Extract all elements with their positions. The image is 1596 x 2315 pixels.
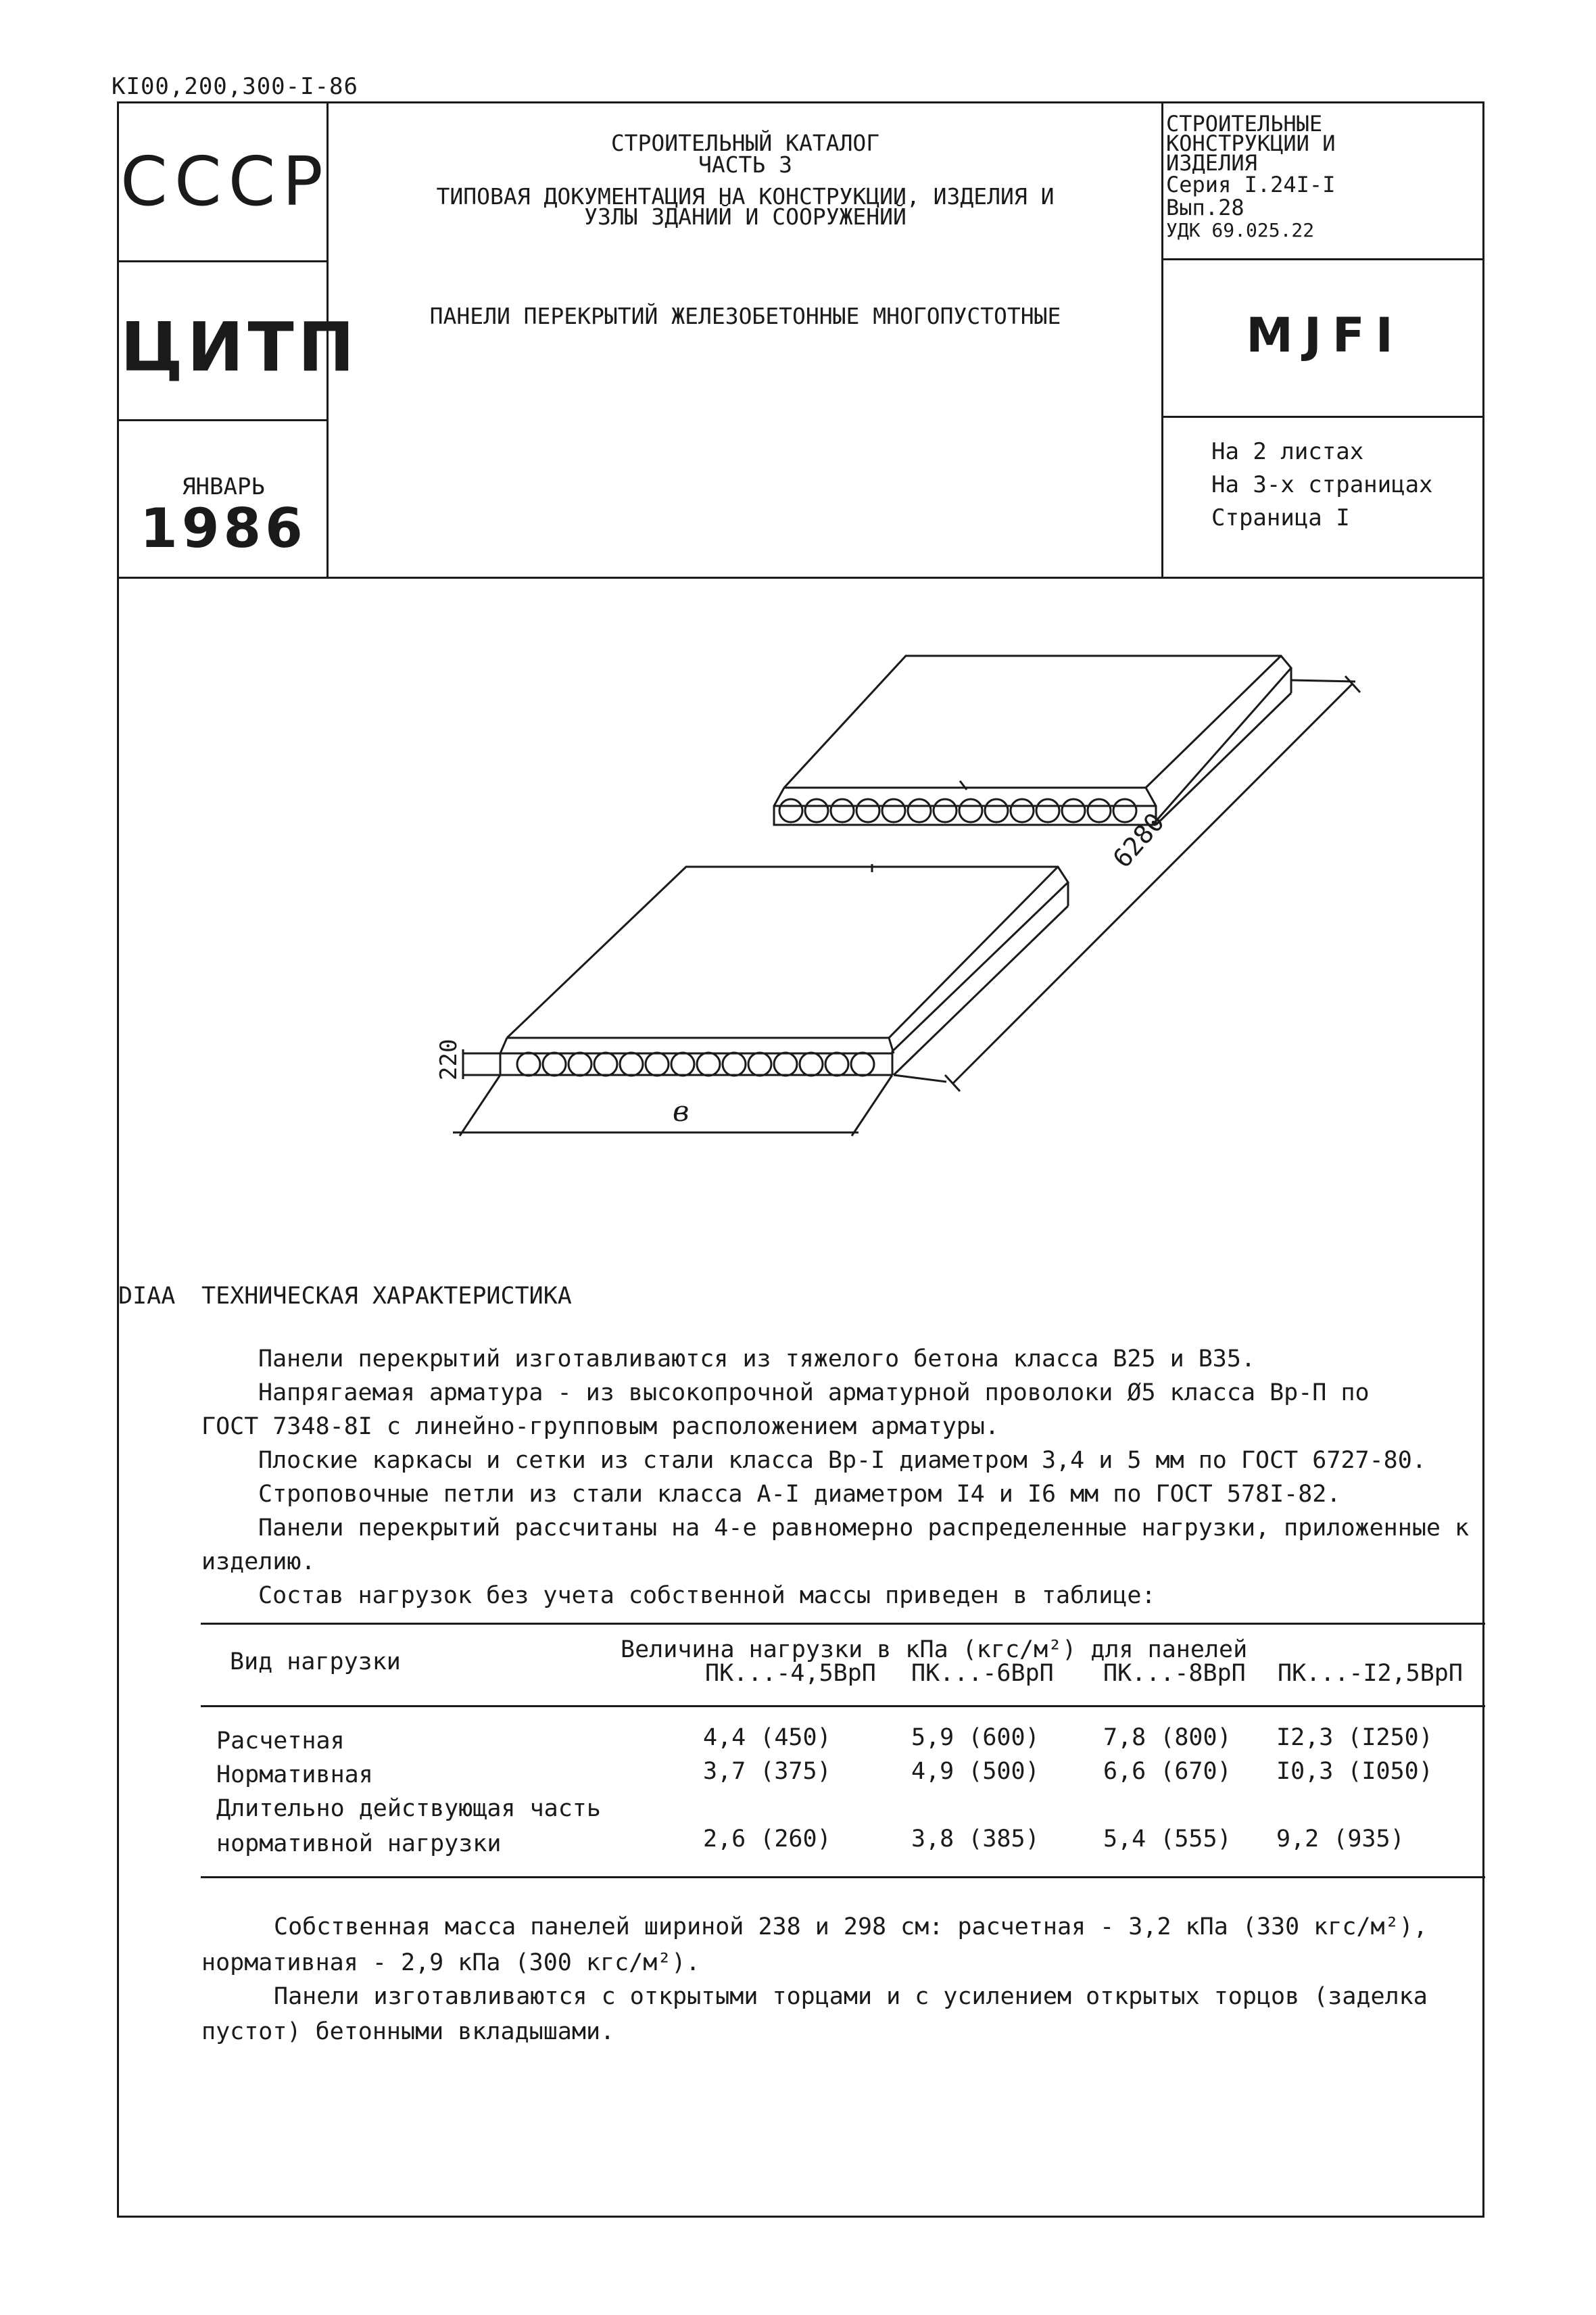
- table-header-panel-2: ПК...-6ВрП: [911, 1660, 1054, 1687]
- section-code: DIAA: [118, 1283, 176, 1310]
- table-row-label: Длительно действующая часть: [216, 1795, 601, 1822]
- paragraph-loops: Строповочные петли из стали класса А-I диаметром I4 и I6 мм по ГОСТ 578I-82.: [258, 1481, 1341, 1508]
- table-header-rule: [201, 1705, 1485, 1707]
- header-line-right-1: [1161, 258, 1484, 260]
- paragraph-ends-1: Панели изготавливаются с открытыми торцами и с усилением открытых торцов (заделка: [274, 1983, 1428, 2010]
- table-row-label: Нормативная: [216, 1761, 373, 1788]
- page-count: На 3-х страницах: [1211, 471, 1433, 498]
- category-line-3: ИЗДЕЛИЯ: [1166, 150, 1257, 176]
- table-cell: 9,2 (935): [1276, 1825, 1405, 1853]
- lower-panel-voids: [517, 1053, 874, 1076]
- section-title: ТЕХНИЧЕСКАЯ ХАРАКТЕРИСТИКА: [201, 1283, 572, 1310]
- paragraph-loads-1: Панели перекрытий рассчитаны на 4-е равномерно распределенные нагрузки, приложенные к: [258, 1514, 1470, 1542]
- table-top-rule: [201, 1623, 1485, 1625]
- table-cell: 5,9 (600): [911, 1724, 1040, 1751]
- paragraph-self-weight-2: нормативная - 2,9 кПа (300 кгс/м²).: [201, 1949, 700, 1976]
- height-dimension-label: 220: [435, 1039, 462, 1080]
- page-number: Страница I: [1211, 504, 1350, 531]
- issue-number: Вып.28: [1166, 195, 1244, 220]
- panel-drawing: [406, 629, 1386, 1170]
- table-cell: 2,6 (260): [703, 1825, 831, 1853]
- header-divider-right: [1161, 101, 1163, 578]
- table-cell: 3,7 (375): [703, 1758, 831, 1785]
- catalog-line-3: ТИПОВАЯ ДОКУМЕНТАЦИЯ НА КОНСТРУКЦИИ, ИЗДЕЛИЯ И: [436, 183, 1055, 210]
- table-cell: 6,6 (670): [1103, 1758, 1232, 1785]
- table-cell: I2,3 (I250): [1276, 1724, 1433, 1751]
- sheet-count: На 2 листах: [1211, 438, 1364, 465]
- table-row-label-continued: нормативной нагрузки: [216, 1830, 502, 1857]
- table-cell: 4,9 (500): [911, 1758, 1040, 1785]
- org-citp: ЦИТП: [120, 308, 359, 387]
- header-bottom-line: [117, 577, 1484, 579]
- series-number: Серия I.24I-I: [1166, 172, 1336, 197]
- table-header-panel-1: ПК...-4,5ВрП: [705, 1660, 876, 1687]
- paragraph-ends-2: пустот) бетонными вкладышами.: [201, 2018, 615, 2045]
- org-ussr: СССР: [120, 142, 330, 221]
- lower-panel-outline: [507, 867, 1068, 1075]
- table-header-kind: Вид нагрузки: [230, 1648, 401, 1675]
- category-line-2: КОНСТРУКЦИИ И: [1166, 130, 1336, 156]
- document-code: КI00,200,300-I-86: [112, 73, 358, 100]
- length-dimension-line: [953, 684, 1352, 1083]
- paragraph-frames: Плоские каркасы и сетки из стали класса Вр-I диаметром 3,4 и 5 мм по ГОСТ 6727-80.: [258, 1447, 1426, 1474]
- table-header-panel-4: ПК...-I2,5ВрП: [1278, 1660, 1463, 1687]
- issue-month: ЯНВАРЬ: [182, 473, 265, 500]
- table-cell: 5,4 (555): [1103, 1825, 1232, 1853]
- upper-panel-outline: [784, 656, 1291, 825]
- issue-year: 1986: [140, 497, 307, 560]
- table-header-value: Величина нагрузки в кПа (кгс/м²) для панелей: [621, 1636, 1248, 1663]
- paragraph-concrete: Панели перекрытий изготавливаются из тяжелого бетона класса В25 и В35.: [258, 1345, 1256, 1373]
- paragraph-reinforcement-2: ГОСТ 7348-8I с линейно-групповым расположением арматуры.: [201, 1413, 1000, 1440]
- table-cell: 4,4 (450): [703, 1724, 831, 1751]
- product-code: МЈFI: [1246, 308, 1404, 363]
- table-header-panel-3: ПК...-8ВрП: [1103, 1660, 1246, 1687]
- table-cell: 7,8 (800): [1103, 1724, 1232, 1751]
- category-line-1: СТРОИТЕЛЬНЫЕ: [1166, 111, 1323, 137]
- paragraph-self-weight-1: Собственная масса панелей шириной 238 и 298 см: расчетная - 3,2 кПа (330 кгс/м²),: [274, 1913, 1428, 1940]
- paragraph-table-intro: Состав нагрузок без учета собственной массы приведен в таблице:: [258, 1582, 1156, 1609]
- header-line-right-2: [1161, 416, 1484, 418]
- table-cell: I0,3 (I050): [1276, 1758, 1433, 1785]
- table-bottom-rule: [201, 1876, 1485, 1878]
- table-cell: 3,8 (385): [911, 1825, 1040, 1853]
- document-title: ПАНЕЛИ ПЕРЕКРЫТИЙ ЖЕЛЕЗОБЕТОННЫЕ МНОГОПУСТОТНЫЕ: [429, 303, 1061, 329]
- header-line-ussr: [117, 260, 328, 262]
- catalog-line-2: ЧАСТЬ 3: [698, 151, 793, 178]
- catalog-line-4: УЗЛЫ ЗДАНИЙ И СООРУЖЕНИЙ: [584, 204, 906, 230]
- paragraph-loads-2: изделию.: [201, 1548, 316, 1575]
- upper-panel-voids: [779, 799, 1136, 822]
- width-dimension-label: в: [673, 1095, 690, 1128]
- table-row-label: Расчетная: [216, 1727, 345, 1755]
- paragraph-reinforcement-1: Напрягаемая арматура - из высокопрочной арматурной проволоки Ø5 класса Вр-П по: [258, 1379, 1370, 1406]
- header-line-citp: [117, 419, 328, 421]
- catalog-line-1: СТРОИТЕЛЬНЫЙ КАТАЛОГ: [610, 130, 880, 156]
- udk-code: УДК 69.025.22: [1166, 219, 1315, 241]
- length-dimension-label: 6280: [1107, 807, 1170, 874]
